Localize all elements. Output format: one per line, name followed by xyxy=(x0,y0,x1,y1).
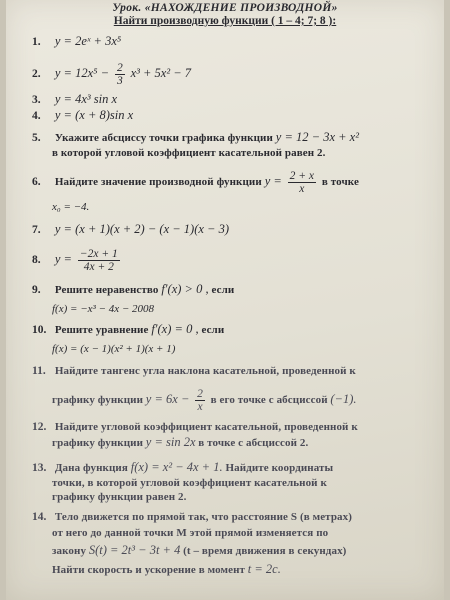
task-11-cont: графику функции y = 6x − $\frac{2}{x}$ в его точке с абсциссой (−1). xyxy=(52,388,357,413)
fraction: $\frac{2}{3}$ xyxy=(116,62,123,87)
header xyxy=(6,2,444,27)
task-10: 10. Решите уравнение f′(x) = 0 , если xyxy=(32,322,225,336)
task-3: 3. y = 4x³ sin x xyxy=(32,92,118,106)
formula: y = 2eˣ + 3x⁵ xyxy=(54,34,122,48)
task-14-cont2: закону S(t) = 2t³ − 3t + 4 (t – время движения в секундах) xyxy=(52,543,347,557)
task-8: 8. y = $\frac{-2x + 1}{4x + 2}$ xyxy=(32,248,118,273)
task-9-cont: f(x) = −x³ − 4x − 2008 xyxy=(52,303,155,315)
task-14: 14. Тело движется по прямой так, что расстояние S (в метрах) xyxy=(32,511,352,523)
worksheet xyxy=(6,0,444,600)
task-9: 9. Решите неравенство f′(x) > 0 , если xyxy=(32,282,235,296)
task-12-cont: графику функции y = sin 2x в точке с абсциссой 2. xyxy=(52,435,309,449)
task-2: 2. y = 12x⁵ − $\frac{2}{3}$ x³ + 5x² − 7 xyxy=(32,62,192,87)
task-13-cont2: графику функции равен 2. xyxy=(52,491,187,503)
task-7: 7. y = (x + 1)(x + 2) − (x − 1)(x − 3) xyxy=(32,222,230,236)
task-5: 5. Укажите абсциссу точки графика функции y = 12 − 3x + x² xyxy=(32,130,359,144)
task-14-cont: от него до данной точки М этой прямой изменяется по xyxy=(52,527,329,539)
task-11: 11. Найдите тангенс угла наклона касательной, проведенной к xyxy=(32,365,356,377)
lesson-title: Урок. «НАХОЖДЕНИЕ ПРОИЗВОДНОЙ» xyxy=(112,2,338,14)
instruction: Найти производную функции ( 1 – 4; 7; 8 ): xyxy=(113,15,337,27)
task-6-cont: x₀ = −4. xyxy=(52,201,90,213)
task-12: 12. Найдите угловой коэффициент касательной, проведенной к xyxy=(32,421,358,433)
task-1: 1. y = 2eˣ + 3x⁵ xyxy=(32,34,122,48)
task-5-cont: в которой угловой коэффициент касательной равен 2. xyxy=(52,147,326,159)
task-10-cont: f(x) = (x − 1)(x² + 1)(x + 1) xyxy=(52,343,176,355)
task-13: 13. Дана функция f(x) = x² − 4x + 1. Найдите координаты xyxy=(32,460,334,474)
task-14-cont3: Найти скорость и ускорение в момент t = 2c. xyxy=(52,562,281,576)
task-13-cont: точки, в которой угловой коэффициент касательной к xyxy=(52,477,327,489)
task-6: 6. Найдите значение производной функции y = $\frac{2 + x}{x}$ в точке xyxy=(32,170,359,195)
task-4: 4. y = (x + 8)sin x xyxy=(32,108,134,122)
